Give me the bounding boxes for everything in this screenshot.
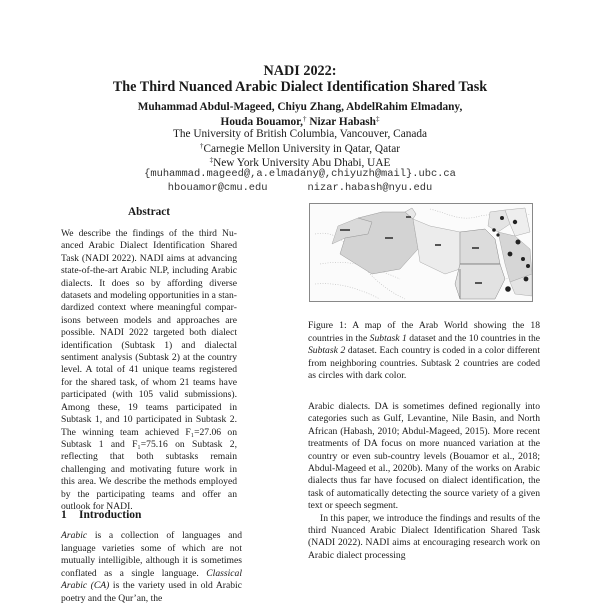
paper-title-line2: The Third Nuanced Arabic Dialect Identification Shared Task (112, 79, 488, 95)
author-line1: Muhammad Abdul-Mageed, Chiyu Zhang, AbdelRahim Elmadany, (137, 101, 463, 113)
author-list (0, 100, 600, 129)
abstract-heading: Abstract (127, 206, 171, 218)
body-paragraph-2: In this paper, we introduce the findings and results of the third Nuanced Arabic Dialect Identification Shared Task (NADI 2022). NADI aims at encouraging research work on Arabic dialect processing (308, 512, 540, 561)
arab-world-map (309, 203, 533, 302)
affiliations (0, 127, 600, 171)
section-title: Introduction (79, 509, 142, 521)
right-column-body (308, 401, 540, 562)
paper-title (0, 63, 600, 95)
affiliation-nyu: ‡New York University Abu Dhabi, UAE (209, 156, 391, 169)
map-graphic (310, 204, 532, 301)
body-paragraph-1: Arabic dialects. DA is sometimes defined regionally into categories such as Gulf, Levantine, Nile Basin, and North African (Habash, 2010; Abdul-Mageed, 2015). More recent treatments of DA focus on more nuanced variation at the country or even sub-country levels (Bouamor et al., 2018; Abdul-Mageed et al., 2020b). Many of the works on Arabic dialects thus far have focused on dialect identification, the task of automatically detecting the source variety of a given text or speech segment. (308, 401, 540, 512)
paper-title-line1: NADI 2022: (263, 63, 337, 79)
author-houda: Houda Bouamor, (220, 115, 303, 128)
affiliation-ubc: The University of British Columbia, Vancouver, Canada (172, 128, 428, 140)
section-number: 1 (61, 509, 67, 521)
abstract-section (61, 205, 237, 513)
introduction-body (61, 530, 242, 605)
figure-1 (308, 200, 540, 302)
email-line2 (0, 182, 600, 196)
intro-paragraph: Arabic is a collection of languages and language varieties some of which are not mutually intelligible, although it is sometimes conflated as a single language. Classical Arabic (CA) is the variety used in old Arabic poetry and the Qur’an, the (61, 530, 242, 604)
abstract-text: We describe the findings of the third Nuanced Arabic Dialect Identification Shared Task (NADI 2022). NADI aims at advancing state-of-the-art Arabic NLP, including Arabic dialects. It does so by affording diverse datasets and modeling opportunities in a standardized context where meaningful comparisons between models and approaches are possible. NADI 2022 targeted both dialect identification (Subtask 1) and dialectal sentiment analysis (Subtask 2) at the country level. A total of 41 unique teams registered for the shared task, of whom 21 teams have participated (with 105 valid submissions). Among these, 19 teams participated in Subtask 1, and 10 participated in Subtask 2. The winning team achieved F₁=27.06 on Subtask 1 and F₁=75.16 on Subtask 2, reflecting that both subtasks remain challenging and motivating future work in this area. We describe the methods employed by the participating teams and offer an outlook for NADI. (61, 228, 237, 512)
email-line-ubc: {muhammad.mageed@,a.elmadany@,chiyuzh@mail}.ubc.ca (144, 168, 456, 180)
author-emails (0, 168, 600, 195)
dagger-mark: † (302, 114, 307, 123)
email-nizar: nizar.habash@nyu.edu (307, 181, 433, 194)
affiliation-cmu: †Carnegie Mellon University in Qatar, Qatar (199, 141, 401, 155)
section-heading-introduction (61, 509, 141, 521)
double-dagger-mark: ‡ (375, 114, 380, 123)
figure-1-caption: Figure 1: A map of the Arab World showing the 18 countries in the Subtask 1 dataset and the 10 countries in the Subtask 2 dataset. Each country is coded in a color different from neighboring countries. Subtask 2 countries are coded as circles with dark color. (308, 320, 540, 382)
author-nizar: Nizar Habash (309, 115, 376, 128)
email-houda: hbouamor@cmu.edu (167, 181, 268, 194)
